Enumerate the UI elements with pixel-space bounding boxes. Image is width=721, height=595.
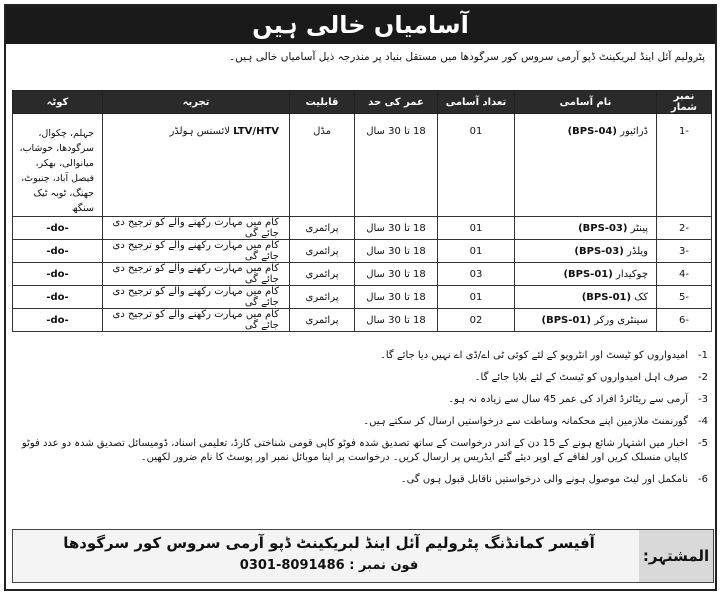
header-quota: کوٹہ: [13, 91, 103, 114]
serial-cell: -2: [657, 217, 712, 240]
license-type: LTV/HTV: [233, 126, 279, 137]
list-item: [12, 415, 712, 429]
age-cell: 18 تا 30 سال: [355, 263, 438, 286]
experience-text: لائسنس ہولڈر: [169, 126, 230, 137]
table-row: [13, 263, 712, 286]
serial-cell: -1: [657, 114, 712, 217]
advertiser-box: [12, 529, 714, 583]
page-title: آسامیاں خالی ہیں: [6, 6, 715, 44]
serial-cell: -3: [657, 240, 712, 263]
post-name: چوکیدار: [616, 268, 648, 280]
note-text: اخبار میں اشتہار شائع ہونے کے 15 دن کے اندر درخواست کے ساتھ تصدیق شدہ فوٹو کاپی قومی شناختی کارڈ، تعلیمی اسناد، ڈومیسائل تصدیق شدہ دو عدد فوٹو کاپیاں منسلک کریں اور لفافے کے اوپر دیئے گئے ایڈریس پر ارسال کریں۔ درخواست پر اپنا موبائل نمبر اور پوسٹ کا نام ضرور لکھیں۔: [21, 438, 688, 463]
header-qualification: قابلیت: [290, 91, 355, 114]
count-cell: 01: [438, 240, 515, 263]
quota-cell: -do-: [13, 263, 103, 286]
note-number: -1: [698, 350, 708, 361]
note-number: -5: [698, 438, 708, 449]
list-item: [12, 473, 712, 487]
serial-cell: -5: [657, 286, 712, 309]
phone-number: 0301-8091486: [239, 558, 345, 573]
note-number: -2: [698, 372, 708, 383]
experience-cell: کام میں مہارت رکھنے والے کو ترجیح دی جائے گی: [103, 309, 290, 332]
post-cell: [515, 286, 657, 309]
quota-cell: -do-: [13, 286, 103, 309]
header-serial: نمبر شمار: [657, 91, 712, 114]
note-number: -3: [698, 394, 708, 405]
post-name: ویلڈر: [626, 245, 648, 257]
header-experience: تجربہ: [103, 91, 290, 114]
table-header-row: [13, 91, 712, 114]
age-cell: 18 تا 30 سال: [355, 240, 438, 263]
table-row: [13, 114, 712, 217]
quota-cell: -do-: [13, 309, 103, 332]
advertiser-phone-line: [29, 558, 629, 573]
list-item: [12, 437, 712, 465]
post-cell: [515, 240, 657, 263]
table-row: [13, 309, 712, 332]
list-item: [12, 393, 712, 407]
count-cell: 01: [438, 286, 515, 309]
list-item: [12, 371, 712, 385]
count-cell: 01: [438, 114, 515, 217]
header-post: نام آسامی: [515, 91, 657, 114]
job-advertisement: [4, 4, 717, 591]
quota-cell: -do-: [13, 217, 103, 240]
note-text: امیدواروں کو ٹیسٹ اور انٹرویو کے لئے کوئی ٹی اے/ڈی اے نہیں دیا جائے گا۔: [379, 350, 688, 361]
bps-grade: (BPS-03): [574, 245, 624, 257]
quota-cell: جہلم، چکوال، سرگودھا، خوشاب، میانوالی، بھکر، فیصل آباد، چنیوٹ، جھنگ، ٹوبہ ٹیک سنگھ: [13, 114, 103, 217]
bps-grade: (BPS-01): [581, 291, 632, 303]
vacancies-table: [12, 90, 712, 332]
post-cell: [515, 263, 657, 286]
post-name: پینٹر: [630, 222, 648, 234]
qualification-cell: پرائمری: [290, 263, 355, 286]
advertiser-office: آفیسر کمانڈنگ پٹرولیم آئل اینڈ لبریکینٹ ڈپو آرمی سروس کور سرگودھا: [63, 534, 595, 552]
age-cell: 18 تا 30 سال: [355, 286, 438, 309]
note-text: نامکمل اور لیٹ موصول ہونے والی درخواستیں ناقابل قبول ہوں گی۔: [400, 474, 688, 485]
age-cell: 18 تا 30 سال: [355, 309, 438, 332]
bps-grade: (BPS-01): [563, 268, 613, 280]
bps-grade: (BPS-04): [567, 126, 617, 137]
qualification-cell: پرائمری: [290, 286, 355, 309]
age-cell: 18 تا 30 سال: [355, 114, 438, 217]
serial-cell: -6: [657, 309, 712, 332]
phone-label: فون نمبر :: [349, 558, 419, 573]
post-name: کک: [634, 291, 648, 303]
table-row: [13, 240, 712, 263]
note-text: آرمی سے ریٹائرڈ افراد کی عمر 45 سال سے زیادہ نہ ہو۔: [448, 394, 688, 405]
table-row: [13, 286, 712, 309]
instructions-list: [12, 349, 712, 495]
count-cell: 01: [438, 217, 515, 240]
quota-cell: -do-: [13, 240, 103, 263]
post-name: سینٹری ورکر: [594, 314, 648, 326]
note-number: -4: [698, 416, 708, 427]
qualification-cell: پرائمری: [290, 240, 355, 263]
serial-cell: -4: [657, 263, 712, 286]
note-text: صرف اہل امیدواروں کو ٹیسٹ کے لئے بلایا جائے گا۔: [474, 372, 688, 383]
list-item: [12, 349, 712, 363]
advertiser-label: المشتہر:: [639, 530, 713, 582]
bps-grade: (BPS-03): [578, 222, 628, 234]
post-cell: [515, 309, 657, 332]
post-name: ڈرائیور: [620, 126, 648, 137]
post-cell: [515, 114, 657, 217]
age-cell: 18 تا 30 سال: [355, 217, 438, 240]
note-number: -6: [698, 474, 708, 485]
experience-cell: کام میں مہارت رکھنے والے کو ترجیح دی جائے گی: [103, 240, 290, 263]
header-age: عمر کی حد: [355, 91, 438, 114]
post-cell: [515, 217, 657, 240]
count-cell: 03: [438, 263, 515, 286]
table-row: [13, 217, 712, 240]
qualification-cell: مڈل: [290, 114, 355, 217]
intro-text: پٹرولیم آئل اینڈ لبریکینٹ ڈپو آرمی سروس کور سرگودھا میں مستقل بنیاد پر مندرجہ ذیل آسامیاں خالی ہیں۔: [228, 51, 705, 63]
experience-cell: [103, 114, 290, 217]
experience-cell: کام میں مہارت رکھنے والے کو ترجیح دی جائے گی: [103, 217, 290, 240]
bps-grade: (BPS-01): [541, 314, 591, 326]
qualification-cell: پرائمری: [290, 217, 355, 240]
experience-cell: کام میں مہارت رکھنے والے کو ترجیح دی جائے گی: [103, 286, 290, 309]
count-cell: 02: [438, 309, 515, 332]
qualification-cell: پرائمری: [290, 309, 355, 332]
header-count: تعداد آسامی: [438, 91, 515, 114]
note-text: گورنمنٹ ملازمین اپنے محکمانہ وساطت سے درخواستیں ارسال کر سکتے ہیں۔: [363, 416, 688, 427]
experience-cell: کام میں مہارت رکھنے والے کو ترجیح دی جائے گی: [103, 263, 290, 286]
